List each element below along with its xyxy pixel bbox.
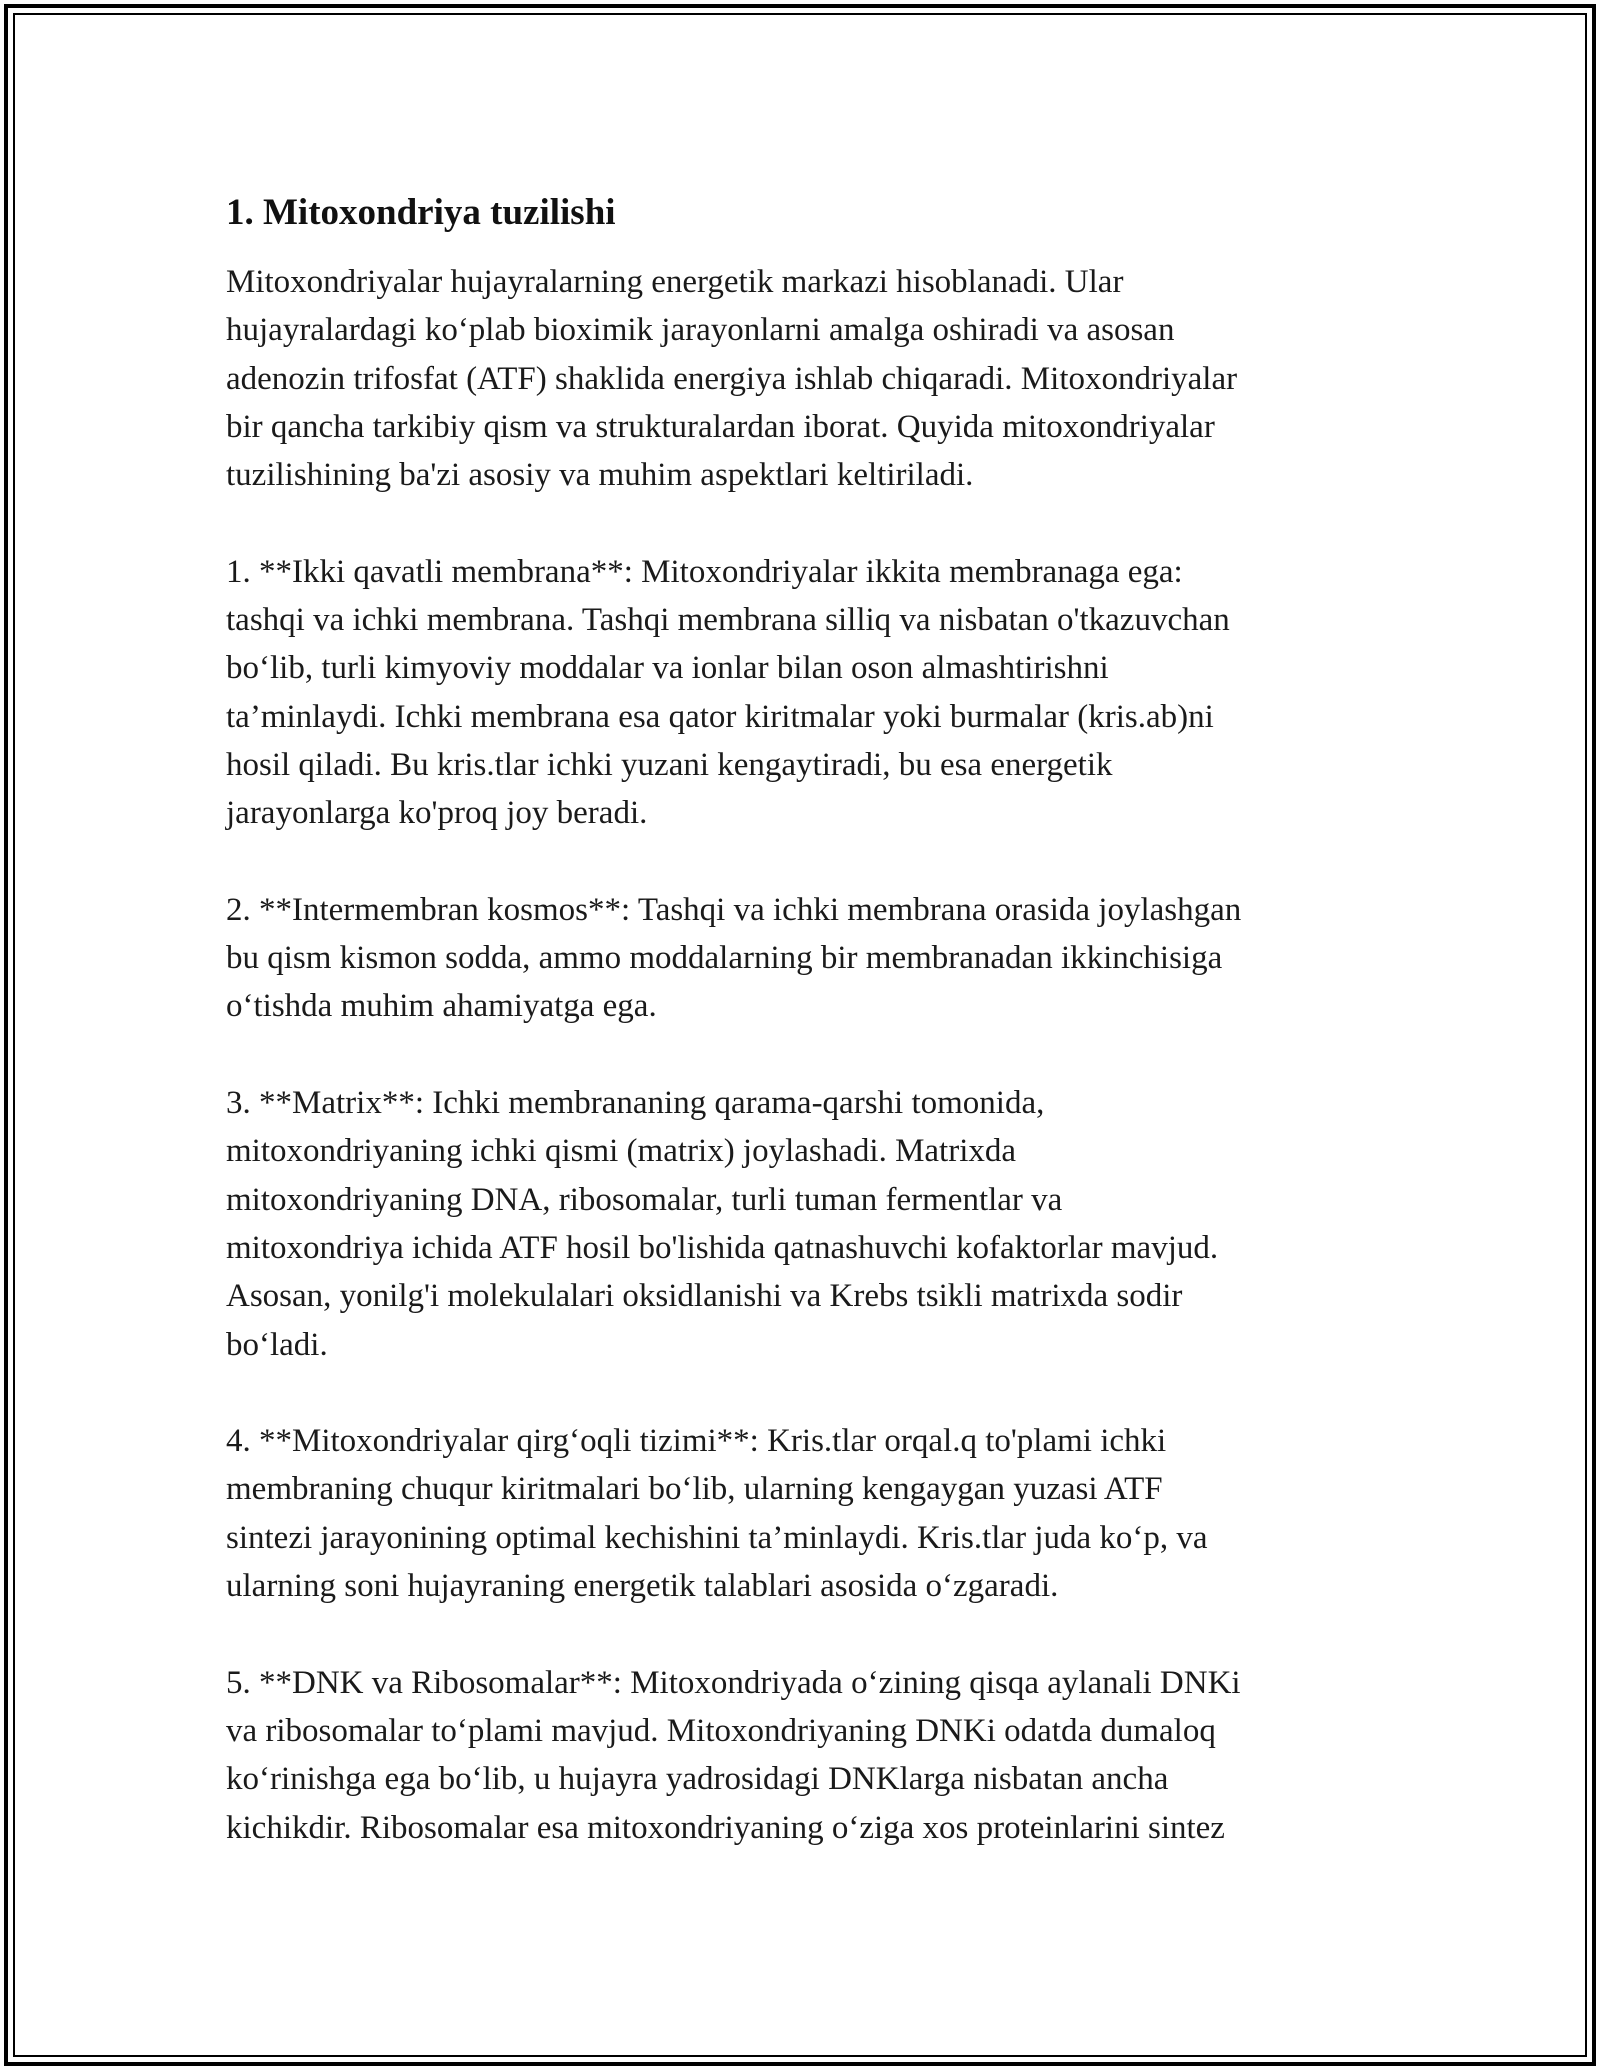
paragraph-intermembrane-space: 2. **Intermembran kosmos**: Tashqi va ichki membrana orasida joylashgan bu qism kismon sodda, ammo moddalarning bir membranadan ikkinchisiga o‘tishda muhim ahamiyatga ega.	[226, 891, 1242, 1025]
document-body	[226, 184, 1386, 1852]
intro-paragraph: Mitoxondriyalar hujayralarning energetik markazi hisoblanadi. Ular hujayralardagi ko‘plab bioximik jarayonlarni amalga oshiradi va asosan adenozin trifosfat (ATF) shaklida energiya ishlab chiqaradi. Mitoxondriyalar bir qancha tarkibiy qism va strukturalardan iborat. Quyida mitoxondriyalar tuzilishining ba'zi asosiy va muhim aspektlari keltiriladi.	[226, 264, 1238, 494]
paragraph-dna-ribosomes: 5. **DNK va Ribosomalar**: Mitoxondriyada o‘zining qisqa aylanali DNKi va ribosomalar to‘plami mavjud. Mitoxondriyaning DNKi odatda dumaloq ko‘rinishga ega bo‘lib, u hujayra yadrosidagi DNKlarga nisbatan ancha kichikdir. Ribosomalar esa mitoxondriyaning o‘ziga xos proteinlarini sintez	[226, 1664, 1241, 1846]
section-heading: 1. Mitoxondriya tuzilishi	[226, 192, 616, 233]
paragraph-matrix: 3. **Matrix**: Ichki membrananing qarama-qarshi tomonida, mitoxondriyaning ichki qismi (matrix) joylashadi. Matrixda mitoxondriyaning DNA, ribosomalar, turli tuman fermentlar va mitoxondriya ichida ATF hosil bo'lishida qatnashuvchi kofaktorlar mavjud. Asosan, yonilg'i molekulalari oksidlanishi va Krebs tsikli matrixda sodir bo‘ladi.	[226, 1085, 1219, 1363]
paragraph-cristae-system: 4. **Mitoxondriyalar qirg‘oqli tizimi**: Kris.tlar orqal.q to'plami ichki membraning chuqur kiritmalari bo‘lib, ularning kengaygan yuzasi ATF sintezi jarayonining optimal kechishini ta’minlaydi. Kris.tlar juda ko‘p, va ularning soni hujayraning energetik talablari asosida o‘zgaradi.	[226, 1423, 1208, 1605]
paragraph-double-membrane: 1. **Ikki qavatli membrana**: Mitoxondriyalar ikkita membranaga ega: tashqi va ichki membrana. Tashqi membrana silliq va nisbatan o'tkazuvchan bo‘lib, turli kimyoviy moddalar va ionlar bilan oson almashtirishni ta’minlaydi. Ichki membrana esa qator kiritmalar yoki burmalar (kris.ab)ni hosil qiladi. Bu kris.tlar ichki yuzani kengaytiradi, bu esa energetik jarayonlarga ko'proq joy beradi.	[226, 553, 1230, 832]
